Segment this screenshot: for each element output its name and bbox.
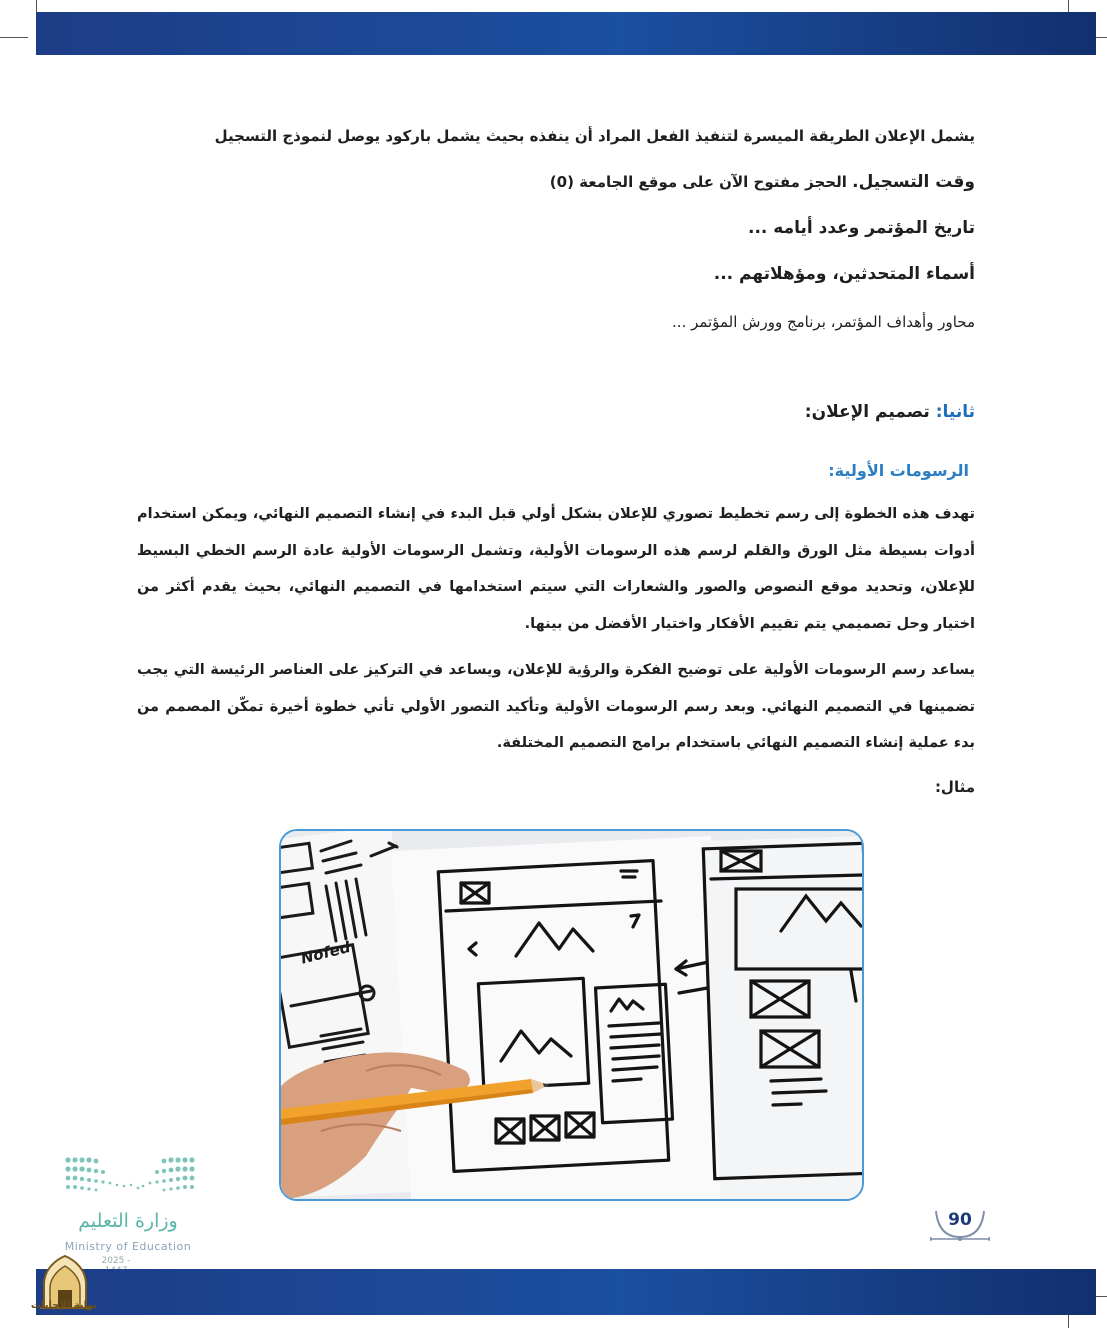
paragraph-sketch-benefits: يساعد رسم الرسومات الأولية على توضيح الفكرة والرؤية للإعلان، ويساعد في التركيز على العناصر الرئيسة التي يجب تضمينها في التصميم النهائي. وبعد رسم الرسومات الأولية وتأكيد التصور الأولي تأتي خطوة أخيرة تمكّن المصمم من بدء عملية إنشاء التصميم النهائي باستخدام برامج التصميم المختلفة. (137, 662, 975, 751)
example-label: مثال: (934, 778, 975, 796)
ministry-year: 2025 - (101, 1256, 131, 1266)
example-sketch-photo (279, 829, 864, 1201)
intro-line-speakers: أسماء المتحدثين، ومؤهلاتهم ... (713, 264, 975, 284)
intro-line-barcode: يشمل الإعلان الطريقة الميسرة لتنفيذ الفعل المراد أن ينفذه بحيث يشمل باركود يوصل لنموذج التسجيل (214, 127, 975, 145)
registration-detail: الحجز مفتوح الآن على موقع الجامعة (0) (549, 173, 853, 191)
registration-label: وقت التسجيل. (852, 172, 975, 192)
sketch-note: Nofed (298, 937, 353, 968)
subsection-title: الرسومات الأولية: (828, 461, 969, 480)
page-number-badge (930, 1205, 990, 1241)
ministry-dots-icon (60, 1152, 200, 1207)
intro-line-topics: محاور وأهداف المؤتمر، برنامج وورش المؤتمر ... (672, 313, 975, 331)
ministry-name-arabic: وزارة التعليم (78, 1210, 178, 1232)
intro-line-registration (550, 171, 975, 193)
section-prefix: ثانيا: (935, 402, 975, 422)
header-band (36, 12, 1096, 55)
ministry-name-english: Ministry of Education (64, 1240, 192, 1253)
intro-line-date: تاريخ المؤتمر وعدد أيامه ... (747, 218, 975, 238)
page-number: 90 (948, 1210, 972, 1230)
section-title: تصميم الإعلان: (804, 402, 936, 422)
paragraph-sketch-purpose: تهدف هذه الخطوة إلى رسم تخطيط تصوري للإعلان بشكل أولي قبل البدء في إنشاء التصميم النهائي، ويمكن استخدام أدوات بسيطة مثل الورق والقلم لرسم هذه الرسومات الأولية، وتشمل الرسومات الأولية عادة الرسم الخطي البسيط للإعلان، وتحديد موقع النصوص والصور والشعارات التي سيتم استخدامها في التصميم النهائي، بحيث يقدم أكثر من اختيار وحل تصميمي يتم تقييم الأفكار واختيار الأفضل من بينها. (137, 506, 975, 632)
wireframe-sketch-illustration (281, 831, 862, 1199)
watermark-label: بوابة الإجابات (30, 1300, 98, 1311)
crop-mark (0, 37, 28, 38)
section-heading (805, 402, 975, 422)
footer-band (36, 1269, 1096, 1315)
